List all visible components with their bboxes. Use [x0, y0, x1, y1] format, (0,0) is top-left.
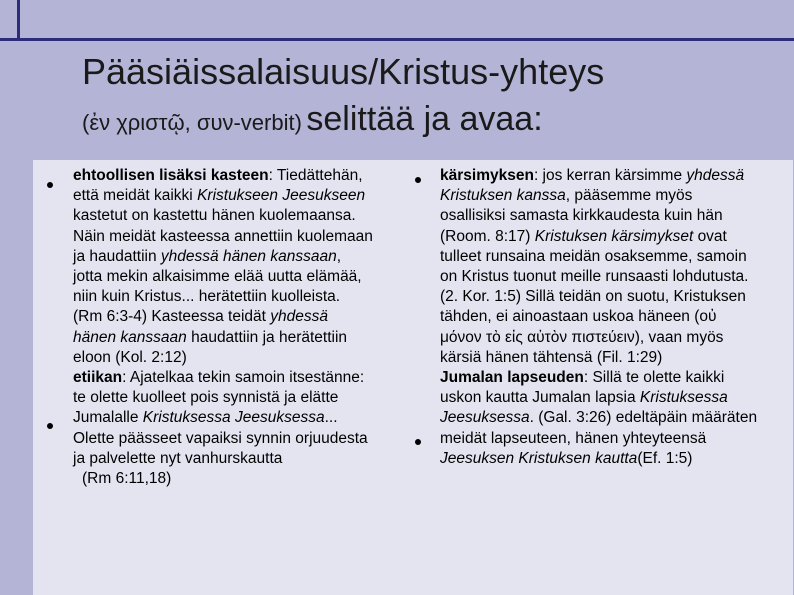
decorative-horizontal-rule — [0, 38, 794, 41]
subtitle-main: selittää ja avaa: — [306, 100, 543, 138]
bullet-item-adoption: Jumalan lapseuden: Sillä te olette kaikki uskon kautta Jumalan lapsia Kristuksessa Jeesuksessa. (Gal. 3:26) edeltäpäin määräten meidät lapseuteen, hänen yhteyteensä Jeesuksen Kristuksen kautta(Ef. 1:5) — [440, 369, 758, 467]
bullet-item-suffering: kärsimyksen: jos kerran kärsimme yhdessä Kristuksen kanssa, pääsemme myös osallisiksi samasta kirkkaudesta kuin hän (Room. 8:17) Kristuksen kärsimykset ovat tulleet runsaina meidän osaksemme, samoin on Kristus tuonut meille runsaasti lohdutusta. (2. Kor. 1:5) Sillä teidän on suotu, Kristuksen tähden, ei ainoastaan uskoa häneen (οὐ μόνον τὸ εἰς αὐτὸν πιστεύειν), vaan myös kärsiä hänen tähtensä (Fil. 1:29) — [440, 167, 749, 366]
subtitle-greek: (ἐν χριστῷ, συν-verbit) — [82, 110, 302, 135]
bullet-item-baptism: ehtoollisen lisäksi kasteen: Tiedättehän, että meidät kaikki Kristukseen Jeesukseen kastetut on kastettu hänen kuolemaansa. Näin meidät kasteessa annettiin kuolemaan ja haudattiin yhdessä hänen kanssaan, jotta mekin alkaisimme elää uutta elämää, niin kuin Kristus... herätettiin kuolleista. (Rm 6:3-4) Kasteessa teidät yhdessä hänen kanssaan haudattiin ja herätettiin eloon (Kol. 2:12) — [73, 167, 373, 366]
bullet-marker — [47, 423, 53, 429]
bullet-citation: (Rm 6:11,18) — [82, 470, 172, 488]
left-column — [73, 166, 373, 489]
bullet-term: Jumalan lapseuden — [440, 369, 584, 387]
right-column — [440, 166, 760, 469]
slide-subtitle — [82, 100, 782, 139]
slide-title: Pääsiäissalaisuus/Kristus-yhteys — [82, 51, 605, 92]
bullet-marker — [47, 182, 53, 188]
bullet-marker — [415, 439, 421, 445]
bullet-marker — [415, 177, 421, 183]
bullet-term: ehtoollisen lisäksi kasteen — [73, 167, 269, 184]
bullet-item-ethics: etiikan: Ajatelkaa tekin samoin itsestänne: te olette kuolleet pois synnistä ja elätte Jumalalle Kristuksessa Jeesuksessa... Olette päässeet vapaiksi synnin orjuudesta ja palvelette nyt vanhurskautta — [73, 369, 368, 467]
bullet-term: kärsimyksen — [440, 167, 534, 184]
bullet-term: etiikan — [73, 369, 123, 387]
decorative-vertical-rule — [17, 0, 20, 38]
